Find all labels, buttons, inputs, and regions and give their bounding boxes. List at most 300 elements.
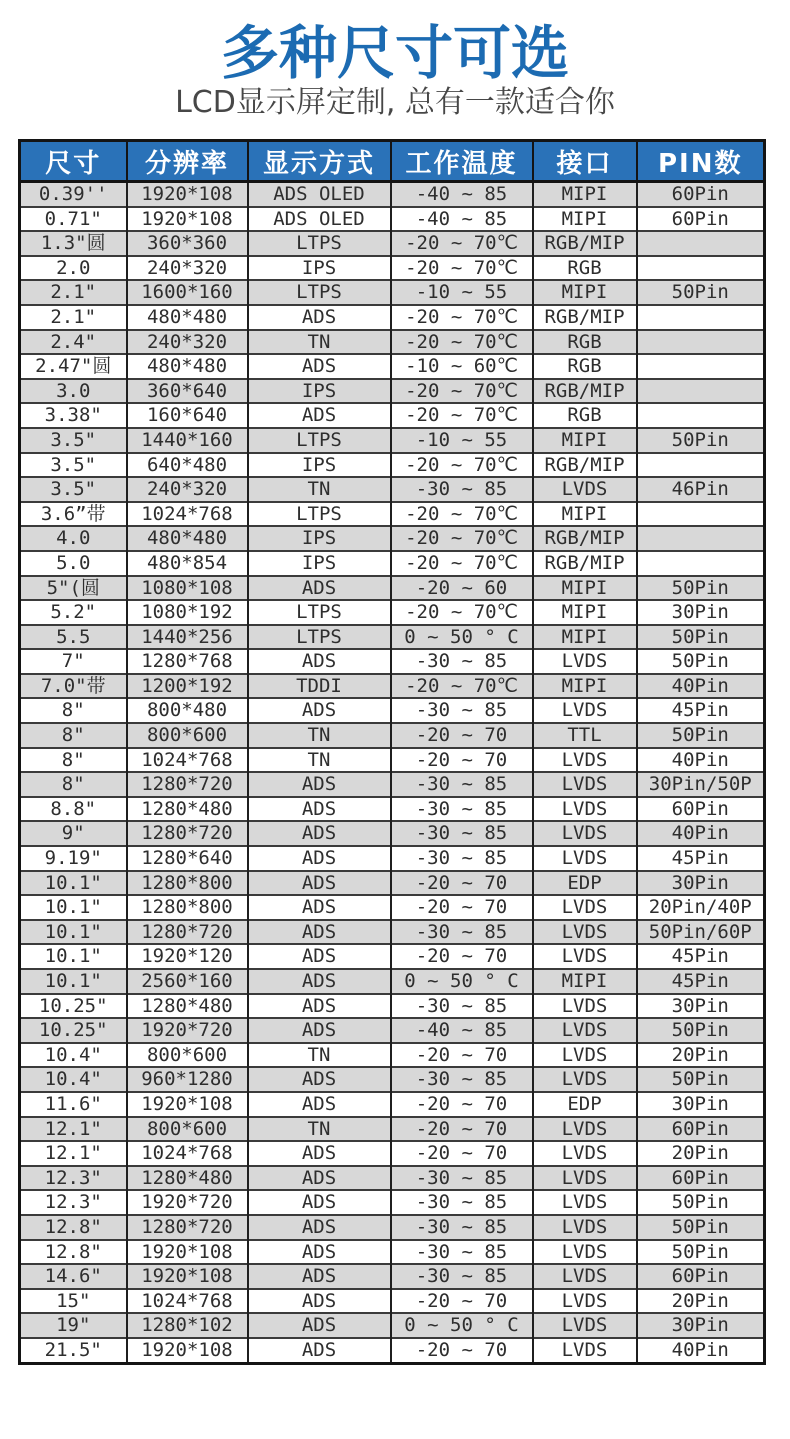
cell-interface: LVDS — [533, 994, 637, 1019]
cell-interface: EDP — [533, 871, 637, 896]
cell-display-mode: ADS — [248, 305, 391, 330]
cell-display-mode: ADS — [248, 772, 391, 797]
cell-display-mode: IPS — [248, 256, 391, 281]
cell-operating-temp: -30 ~ 85 — [391, 1215, 533, 1240]
cell-operating-temp: 0 ~ 50 ° C — [391, 625, 533, 650]
cell-display-mode: ADS — [248, 895, 391, 920]
cell-resolution: 360*640 — [127, 379, 248, 404]
cell-resolution: 1024*768 — [127, 502, 248, 527]
cell-operating-temp: -10 ~ 60℃ — [391, 354, 533, 379]
cell-resolution: 1920*108 — [127, 182, 248, 207]
cell-resolution: 960*1280 — [127, 1067, 248, 1092]
cell-pin-count: 60Pin — [637, 1166, 765, 1191]
cell-display-mode: ADS — [248, 576, 391, 601]
table-row — [20, 1338, 765, 1363]
table-row — [20, 748, 765, 773]
cell-size: 10.4" — [20, 1043, 127, 1068]
table-row — [20, 846, 765, 871]
cell-interface: LVDS — [533, 1215, 637, 1240]
cell-resolution: 640*480 — [127, 453, 248, 478]
cell-size: 11.6" — [20, 1092, 127, 1117]
cell-resolution: 1280*480 — [127, 1166, 248, 1191]
cell-interface: LVDS — [533, 821, 637, 846]
cell-size: 3.6”带 — [20, 502, 127, 527]
cell-size: 3.5" — [20, 477, 127, 502]
cell-resolution: 1080*108 — [127, 576, 248, 601]
cell-interface: LVDS — [533, 944, 637, 969]
cell-size: 2.1" — [20, 280, 127, 305]
cell-pin-count — [637, 551, 765, 576]
table-row — [20, 330, 765, 355]
cell-operating-temp: -20 ~ 70 — [391, 944, 533, 969]
table-row — [20, 944, 765, 969]
cell-interface: RGB/MIP — [533, 551, 637, 576]
header-row — [20, 141, 765, 182]
cell-operating-temp: -30 ~ 85 — [391, 1240, 533, 1265]
cell-operating-temp: -20 ~ 70℃ — [391, 330, 533, 355]
cell-operating-temp: -20 ~ 70 — [391, 1289, 533, 1314]
cell-display-mode: ADS — [248, 920, 391, 945]
cell-size: 0.71" — [20, 207, 127, 232]
table-row — [20, 723, 765, 748]
cell-size: 7.0"带 — [20, 674, 127, 699]
cell-display-mode: ADS OLED — [248, 182, 391, 207]
cell-size: 5"(圆 — [20, 576, 127, 601]
cell-operating-temp: -30 ~ 85 — [391, 994, 533, 1019]
cell-pin-count: 50Pin/60P — [637, 920, 765, 945]
cell-operating-temp: -40 ~ 85 — [391, 207, 533, 232]
cell-interface: MIPI — [533, 280, 637, 305]
cell-display-mode: ADS — [248, 1264, 391, 1289]
cell-display-mode: ADS — [248, 871, 391, 896]
cell-operating-temp: -30 ~ 85 — [391, 797, 533, 822]
table-row — [20, 1264, 765, 1289]
cell-pin-count: 40Pin — [637, 748, 765, 773]
cell-pin-count: 45Pin — [637, 944, 765, 969]
cell-operating-temp: -20 ~ 70℃ — [391, 231, 533, 256]
spec-table-header — [20, 141, 765, 182]
table-row — [20, 920, 765, 945]
cell-resolution: 1280*640 — [127, 846, 248, 871]
cell-display-mode: TN — [248, 330, 391, 355]
cell-display-mode: LTPS — [248, 600, 391, 625]
cell-size: 5.5 — [20, 625, 127, 650]
cell-resolution: 480*480 — [127, 354, 248, 379]
cell-interface: MIPI — [533, 969, 637, 994]
cell-display-mode: ADS — [248, 944, 391, 969]
cell-size: 8.8" — [20, 797, 127, 822]
table-row — [20, 1240, 765, 1265]
cell-operating-temp: -40 ~ 85 — [391, 1018, 533, 1043]
table-row — [20, 625, 765, 650]
cell-interface: MIPI — [533, 674, 637, 699]
cell-size: 8" — [20, 772, 127, 797]
column-header-pin-count: PIN数 — [637, 141, 765, 182]
cell-interface: LVDS — [533, 1313, 637, 1338]
table-row — [20, 354, 765, 379]
cell-pin-count: 50Pin — [637, 1215, 765, 1240]
table-row — [20, 207, 765, 232]
cell-interface: LVDS — [533, 477, 637, 502]
cell-operating-temp: -20 ~ 60 — [391, 576, 533, 601]
page-title: 多种尺寸可选 — [220, 19, 569, 87]
cell-resolution: 800*480 — [127, 698, 248, 723]
cell-display-mode: ADS — [248, 1313, 391, 1338]
table-row — [20, 305, 765, 330]
cell-interface: LVDS — [533, 1043, 637, 1068]
table-row — [20, 1043, 765, 1068]
page-subtitle: LCD显示屏定制, 总有一款适合你 — [175, 85, 615, 120]
cell-pin-count: 60Pin — [637, 1117, 765, 1142]
table-row — [20, 1141, 765, 1166]
cell-display-mode: ADS — [248, 649, 391, 674]
table-row — [20, 256, 765, 281]
cell-size: 12.1" — [20, 1141, 127, 1166]
cell-interface: LVDS — [533, 772, 637, 797]
column-header-interface: 接口 — [533, 141, 637, 182]
cell-display-mode: TN — [248, 723, 391, 748]
cell-resolution: 240*320 — [127, 477, 248, 502]
cell-interface: MIPI — [533, 502, 637, 527]
cell-interface: RGB — [533, 330, 637, 355]
cell-operating-temp: -10 ~ 55 — [391, 428, 533, 453]
cell-operating-temp: -20 ~ 70 — [391, 1141, 533, 1166]
cell-pin-count: 40Pin — [637, 674, 765, 699]
cell-pin-count — [637, 231, 765, 256]
cell-interface: RGB — [533, 256, 637, 281]
cell-operating-temp: -20 ~ 70℃ — [391, 256, 533, 281]
cell-interface: TTL — [533, 723, 637, 748]
cell-pin-count — [637, 526, 765, 551]
cell-resolution: 1200*192 — [127, 674, 248, 699]
cell-display-mode: LTPS — [248, 231, 391, 256]
cell-operating-temp: -20 ~ 70℃ — [391, 305, 533, 330]
table-row — [20, 600, 765, 625]
cell-operating-temp: 0 ~ 50 ° C — [391, 1313, 533, 1338]
cell-operating-temp: -20 ~ 70 — [391, 1338, 533, 1363]
cell-pin-count: 50Pin — [637, 1067, 765, 1092]
cell-size: 2.47"圆 — [20, 354, 127, 379]
cell-display-mode: ADS — [248, 1166, 391, 1191]
cell-display-mode: TN — [248, 748, 391, 773]
cell-resolution: 240*320 — [127, 256, 248, 281]
cell-resolution: 1024*768 — [127, 1141, 248, 1166]
table-row — [20, 994, 765, 1019]
cell-size: 12.1" — [20, 1117, 127, 1142]
cell-pin-count: 50Pin — [637, 1018, 765, 1043]
cell-resolution: 1920*108 — [127, 207, 248, 232]
cell-interface: MIPI — [533, 428, 637, 453]
cell-pin-count: 50Pin — [637, 1190, 765, 1215]
cell-interface: LVDS — [533, 797, 637, 822]
cell-interface: LVDS — [533, 1067, 637, 1092]
cell-pin-count: 30Pin — [637, 1092, 765, 1117]
table-row — [20, 403, 765, 428]
cell-resolution: 1920*720 — [127, 1018, 248, 1043]
cell-operating-temp: -10 ~ 55 — [391, 280, 533, 305]
cell-operating-temp: -30 ~ 85 — [391, 772, 533, 797]
cell-interface: RGB — [533, 354, 637, 379]
cell-interface: RGB/MIP — [533, 231, 637, 256]
cell-interface: LVDS — [533, 1289, 637, 1314]
cell-display-mode: ADS — [248, 1067, 391, 1092]
cell-pin-count: 46Pin — [637, 477, 765, 502]
cell-interface: EDP — [533, 1092, 637, 1117]
cell-resolution: 1280*480 — [127, 994, 248, 1019]
cell-resolution: 1440*256 — [127, 625, 248, 650]
cell-size: 1.3"圆 — [20, 231, 127, 256]
cell-pin-count — [637, 256, 765, 281]
cell-size: 12.8" — [20, 1240, 127, 1265]
cell-operating-temp: -20 ~ 70℃ — [391, 674, 533, 699]
cell-pin-count: 30Pin — [637, 1313, 765, 1338]
cell-operating-temp: -20 ~ 70℃ — [391, 403, 533, 428]
cell-resolution: 360*360 — [127, 231, 248, 256]
cell-operating-temp: -30 ~ 85 — [391, 477, 533, 502]
cell-display-mode: ADS — [248, 1215, 391, 1240]
cell-pin-count: 30Pin — [637, 994, 765, 1019]
cell-interface: LVDS — [533, 698, 637, 723]
cell-size: 4.0 — [20, 526, 127, 551]
cell-size: 9" — [20, 821, 127, 846]
cell-pin-count — [637, 379, 765, 404]
cell-resolution: 1920*108 — [127, 1264, 248, 1289]
table-row — [20, 1067, 765, 1092]
cell-display-mode: IPS — [248, 379, 391, 404]
cell-interface: LVDS — [533, 649, 637, 674]
cell-interface: MIPI — [533, 207, 637, 232]
table-row — [20, 1313, 765, 1338]
cell-display-mode: ADS — [248, 1092, 391, 1117]
table-row — [20, 551, 765, 576]
cell-pin-count — [637, 354, 765, 379]
cell-pin-count: 45Pin — [637, 698, 765, 723]
cell-resolution: 2560*160 — [127, 969, 248, 994]
cell-operating-temp: 0 ~ 50 ° C — [391, 969, 533, 994]
cell-resolution: 1920*720 — [127, 1190, 248, 1215]
table-row — [20, 772, 765, 797]
cell-size: 10.1" — [20, 871, 127, 896]
cell-operating-temp: -20 ~ 70 — [391, 895, 533, 920]
table-row — [20, 821, 765, 846]
cell-size: 10.1" — [20, 969, 127, 994]
cell-display-mode: ADS — [248, 1289, 391, 1314]
cell-size: 10.25" — [20, 994, 127, 1019]
cell-display-mode: ADS — [248, 846, 391, 871]
cell-pin-count: 30Pin — [637, 600, 765, 625]
cell-display-mode: ADS — [248, 821, 391, 846]
cell-size: 10.1" — [20, 920, 127, 945]
cell-interface: LVDS — [533, 846, 637, 871]
cell-operating-temp: -30 ~ 85 — [391, 1264, 533, 1289]
cell-size: 5.2" — [20, 600, 127, 625]
cell-pin-count: 20Pin — [637, 1289, 765, 1314]
cell-display-mode: ADS — [248, 1018, 391, 1043]
cell-pin-count — [637, 403, 765, 428]
cell-display-mode: IPS — [248, 526, 391, 551]
cell-size: 15" — [20, 1289, 127, 1314]
cell-size: 10.25" — [20, 1018, 127, 1043]
cell-resolution: 1280*720 — [127, 772, 248, 797]
cell-display-mode: IPS — [248, 551, 391, 576]
cell-resolution: 1280*720 — [127, 920, 248, 945]
cell-interface: RGB/MIP — [533, 379, 637, 404]
cell-operating-temp: -30 ~ 85 — [391, 649, 533, 674]
cell-operating-temp: -30 ~ 85 — [391, 1067, 533, 1092]
cell-interface: LVDS — [533, 1338, 637, 1363]
cell-pin-count: 60Pin — [637, 182, 765, 207]
cell-interface: RGB/MIP — [533, 453, 637, 478]
table-row — [20, 428, 765, 453]
cell-pin-count — [637, 330, 765, 355]
cell-display-mode: ADS — [248, 698, 391, 723]
cell-resolution: 240*320 — [127, 330, 248, 355]
cell-operating-temp: -30 ~ 85 — [391, 920, 533, 945]
cell-size: 8" — [20, 723, 127, 748]
cell-interface: LVDS — [533, 1264, 637, 1289]
cell-operating-temp: -30 ~ 85 — [391, 698, 533, 723]
cell-operating-temp: -20 ~ 70℃ — [391, 551, 533, 576]
table-row — [20, 453, 765, 478]
table-row — [20, 1018, 765, 1043]
cell-operating-temp: -20 ~ 70℃ — [391, 453, 533, 478]
cell-interface: LVDS — [533, 1141, 637, 1166]
cell-display-mode: LTPS — [248, 502, 391, 527]
cell-interface: LVDS — [533, 920, 637, 945]
cell-display-mode: ADS — [248, 1190, 391, 1215]
column-header-resolution: 分辨率 — [127, 141, 248, 182]
cell-size: 10.4" — [20, 1067, 127, 1092]
cell-resolution: 1280*768 — [127, 649, 248, 674]
cell-display-mode: ADS — [248, 994, 391, 1019]
cell-pin-count: 60Pin — [637, 797, 765, 822]
cell-size: 12.3" — [20, 1190, 127, 1215]
cell-resolution: 1080*192 — [127, 600, 248, 625]
cell-pin-count: 50Pin — [637, 723, 765, 748]
table-row — [20, 969, 765, 994]
table-row — [20, 674, 765, 699]
table-row — [20, 895, 765, 920]
cell-pin-count: 50Pin — [637, 280, 765, 305]
cell-resolution: 1280*800 — [127, 895, 248, 920]
cell-interface: LVDS — [533, 1018, 637, 1043]
table-row — [20, 871, 765, 896]
cell-resolution: 1600*160 — [127, 280, 248, 305]
cell-pin-count: 40Pin — [637, 1338, 765, 1363]
cell-display-mode: ADS OLED — [248, 207, 391, 232]
column-header-display-mode: 显示方式 — [248, 141, 391, 182]
cell-display-mode: ADS — [248, 1141, 391, 1166]
cell-size: 21.5" — [20, 1338, 127, 1363]
cell-size: 0.39'' — [20, 182, 127, 207]
page — [0, 19, 790, 1439]
cell-resolution: 1024*768 — [127, 748, 248, 773]
table-row — [20, 1117, 765, 1142]
cell-interface: LVDS — [533, 1117, 637, 1142]
table-row — [20, 649, 765, 674]
cell-pin-count — [637, 453, 765, 478]
cell-interface: RGB/MIP — [533, 526, 637, 551]
table-row — [20, 1190, 765, 1215]
cell-operating-temp: -20 ~ 70℃ — [391, 502, 533, 527]
cell-resolution: 480*480 — [127, 526, 248, 551]
cell-interface: LVDS — [533, 895, 637, 920]
cell-operating-temp: -20 ~ 70℃ — [391, 526, 533, 551]
cell-interface: MIPI — [533, 625, 637, 650]
column-header-size: 尺寸 — [20, 141, 127, 182]
cell-pin-count: 45Pin — [637, 846, 765, 871]
cell-size: 3.38" — [20, 403, 127, 428]
cell-pin-count: 50Pin — [637, 1240, 765, 1265]
cell-operating-temp: -20 ~ 70 — [391, 748, 533, 773]
cell-pin-count: 60Pin — [637, 1264, 765, 1289]
table-row — [20, 1215, 765, 1240]
cell-resolution: 480*854 — [127, 551, 248, 576]
spec-table — [18, 139, 766, 1365]
table-row — [20, 1289, 765, 1314]
cell-display-mode: ADS — [248, 969, 391, 994]
cell-resolution: 1280*102 — [127, 1313, 248, 1338]
cell-resolution: 800*600 — [127, 1117, 248, 1142]
cell-pin-count: 20Pin — [637, 1141, 765, 1166]
cell-interface: LVDS — [533, 1240, 637, 1265]
cell-size: 5.0 — [20, 551, 127, 576]
table-row — [20, 1166, 765, 1191]
cell-pin-count — [637, 305, 765, 330]
cell-resolution: 1280*720 — [127, 821, 248, 846]
cell-pin-count: 30Pin — [637, 871, 765, 896]
cell-size: 12.8" — [20, 1215, 127, 1240]
cell-pin-count: 45Pin — [637, 969, 765, 994]
cell-resolution: 1280*480 — [127, 797, 248, 822]
cell-operating-temp: -30 ~ 85 — [391, 846, 533, 871]
cell-size: 8" — [20, 748, 127, 773]
table-row — [20, 1092, 765, 1117]
cell-size: 3.5" — [20, 453, 127, 478]
cell-resolution: 160*640 — [127, 403, 248, 428]
cell-display-mode: LTPS — [248, 428, 391, 453]
cell-display-mode: ADS — [248, 1240, 391, 1265]
cell-operating-temp: -20 ~ 70 — [391, 871, 533, 896]
cell-pin-count: 50Pin — [637, 649, 765, 674]
cell-size: 19" — [20, 1313, 127, 1338]
cell-interface: MIPI — [533, 576, 637, 601]
cell-operating-temp: -20 ~ 70 — [391, 1092, 533, 1117]
cell-size: 7" — [20, 649, 127, 674]
table-row — [20, 280, 765, 305]
cell-pin-count: 30Pin/50P — [637, 772, 765, 797]
cell-resolution: 1280*800 — [127, 871, 248, 896]
cell-display-mode: ADS — [248, 403, 391, 428]
cell-size: 3.0 — [20, 379, 127, 404]
table-row — [20, 502, 765, 527]
cell-operating-temp: -20 ~ 70 — [391, 1043, 533, 1068]
cell-resolution: 1920*120 — [127, 944, 248, 969]
table-row — [20, 698, 765, 723]
cell-size: 8" — [20, 698, 127, 723]
cell-size: 10.1" — [20, 944, 127, 969]
cell-pin-count: 60Pin — [637, 207, 765, 232]
cell-display-mode: TDDI — [248, 674, 391, 699]
cell-operating-temp: -20 ~ 70 — [391, 1117, 533, 1142]
cell-pin-count: 50Pin — [637, 625, 765, 650]
cell-resolution: 1280*720 — [127, 1215, 248, 1240]
cell-size: 2.1" — [20, 305, 127, 330]
cell-resolution: 1920*108 — [127, 1240, 248, 1265]
cell-interface: RGB — [533, 403, 637, 428]
cell-resolution: 1920*108 — [127, 1092, 248, 1117]
cell-interface: MIPI — [533, 182, 637, 207]
